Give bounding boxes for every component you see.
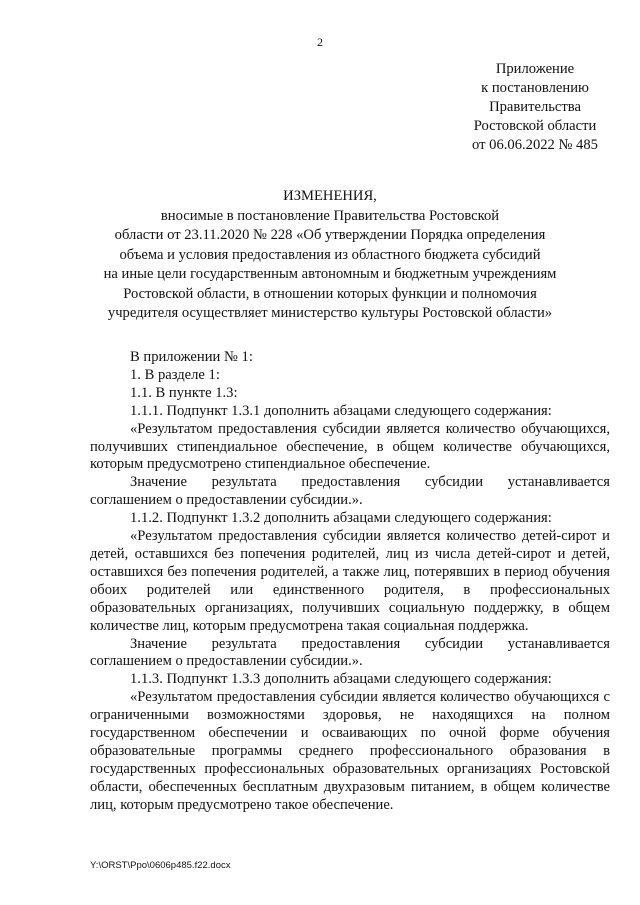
appendix-line: Ростовской области	[473, 118, 597, 134]
title-line: Ростовской области, в отношении которых функции и полномочия	[123, 285, 537, 302]
title-line: вносимые в постановление Правительства Ростовской	[160, 207, 500, 224]
paragraph: Значение результата предоставления субсидии устанавливается соглашением о предоставлении субсидии.».	[90, 635, 610, 670]
title-line: учредителя осуществляет министерство культуры Ростовской области»	[107, 305, 553, 321]
appendix-line: Правительства	[489, 99, 581, 115]
paragraph: 1. В разделе 1:	[130, 366, 220, 383]
appendix-line: от 06.06.2022 № 485	[472, 137, 598, 153]
paragraph: «Результатом предоставления субсидии является количество обучающихся, получивших стипендиальное обеспечение, в общем количестве обучающихся, которым предусмотрено стипендиальное обеспечение.	[90, 420, 610, 473]
appendix-header	[430, 60, 640, 155]
file-path-footer: Y:\ORST\Ppo\0606p485.f22.docx	[90, 860, 231, 871]
paragraph: Значение результата предоставления субсидии устанавливается соглашением о предоставлении субсидии.».	[90, 474, 610, 509]
title-line: на иные цели государственным автономным и бюджетным учреждениям	[103, 266, 557, 282]
document-title	[95, 187, 565, 324]
paragraph: 1.1.2. Подпункт 1.3.2 дополнить абзацами следующего содержания:	[130, 510, 552, 527]
paragraph: 1.1. В пункте 1.3:	[130, 384, 238, 401]
document-body	[90, 349, 610, 815]
appendix-line: к постановлению	[481, 80, 589, 96]
title-line: объема и условия предоставления из областного бюджета субсидий	[119, 246, 541, 263]
paragraph: В приложении № 1:	[130, 349, 253, 365]
title-line: области от 23.11.2020 № 228 «Об утверждении Порядка определения	[114, 227, 546, 243]
title-heading: ИЗМЕНЕНИЯ,	[283, 188, 377, 204]
paragraph: 1.1.1. Подпункт 1.3.1 дополнить абзацами следующего содержания:	[130, 402, 552, 419]
page-number: 2	[317, 35, 323, 49]
paragraph: 1.1.3. Подпункт 1.3.3 дополнить абзацами следующего содержания:	[130, 671, 552, 688]
appendix-line: Приложение	[495, 61, 575, 77]
paragraph: «Результатом предоставления субсидии является количество детей-сирот и детей, оставшихся без попечения родителей, лиц из числа детей-сирот и детей, оставшихся без попечения родителей, а также лиц, потерявших в период обучения обоих родителей или единственного родителя, в профессиональных образовательных организациях, получивших социальную поддержку, в общем количестве лиц, которым предусмотрена такая социальная поддержка.	[90, 528, 610, 634]
paragraph: «Результатом предоставления субсидии является количество обучающихся с ограниченными возможностями здоровья, не находящихся на полном государственном обеспечении и осваивающих по очной форме обучения образовательные программы среднего профессионального образования в государственных профессиональных образовательных организациях Ростовской области, обеспеченных бесплатным двухразовым питанием, в общем количестве лиц, которым предусмотрено такое обеспечение.	[90, 689, 610, 813]
